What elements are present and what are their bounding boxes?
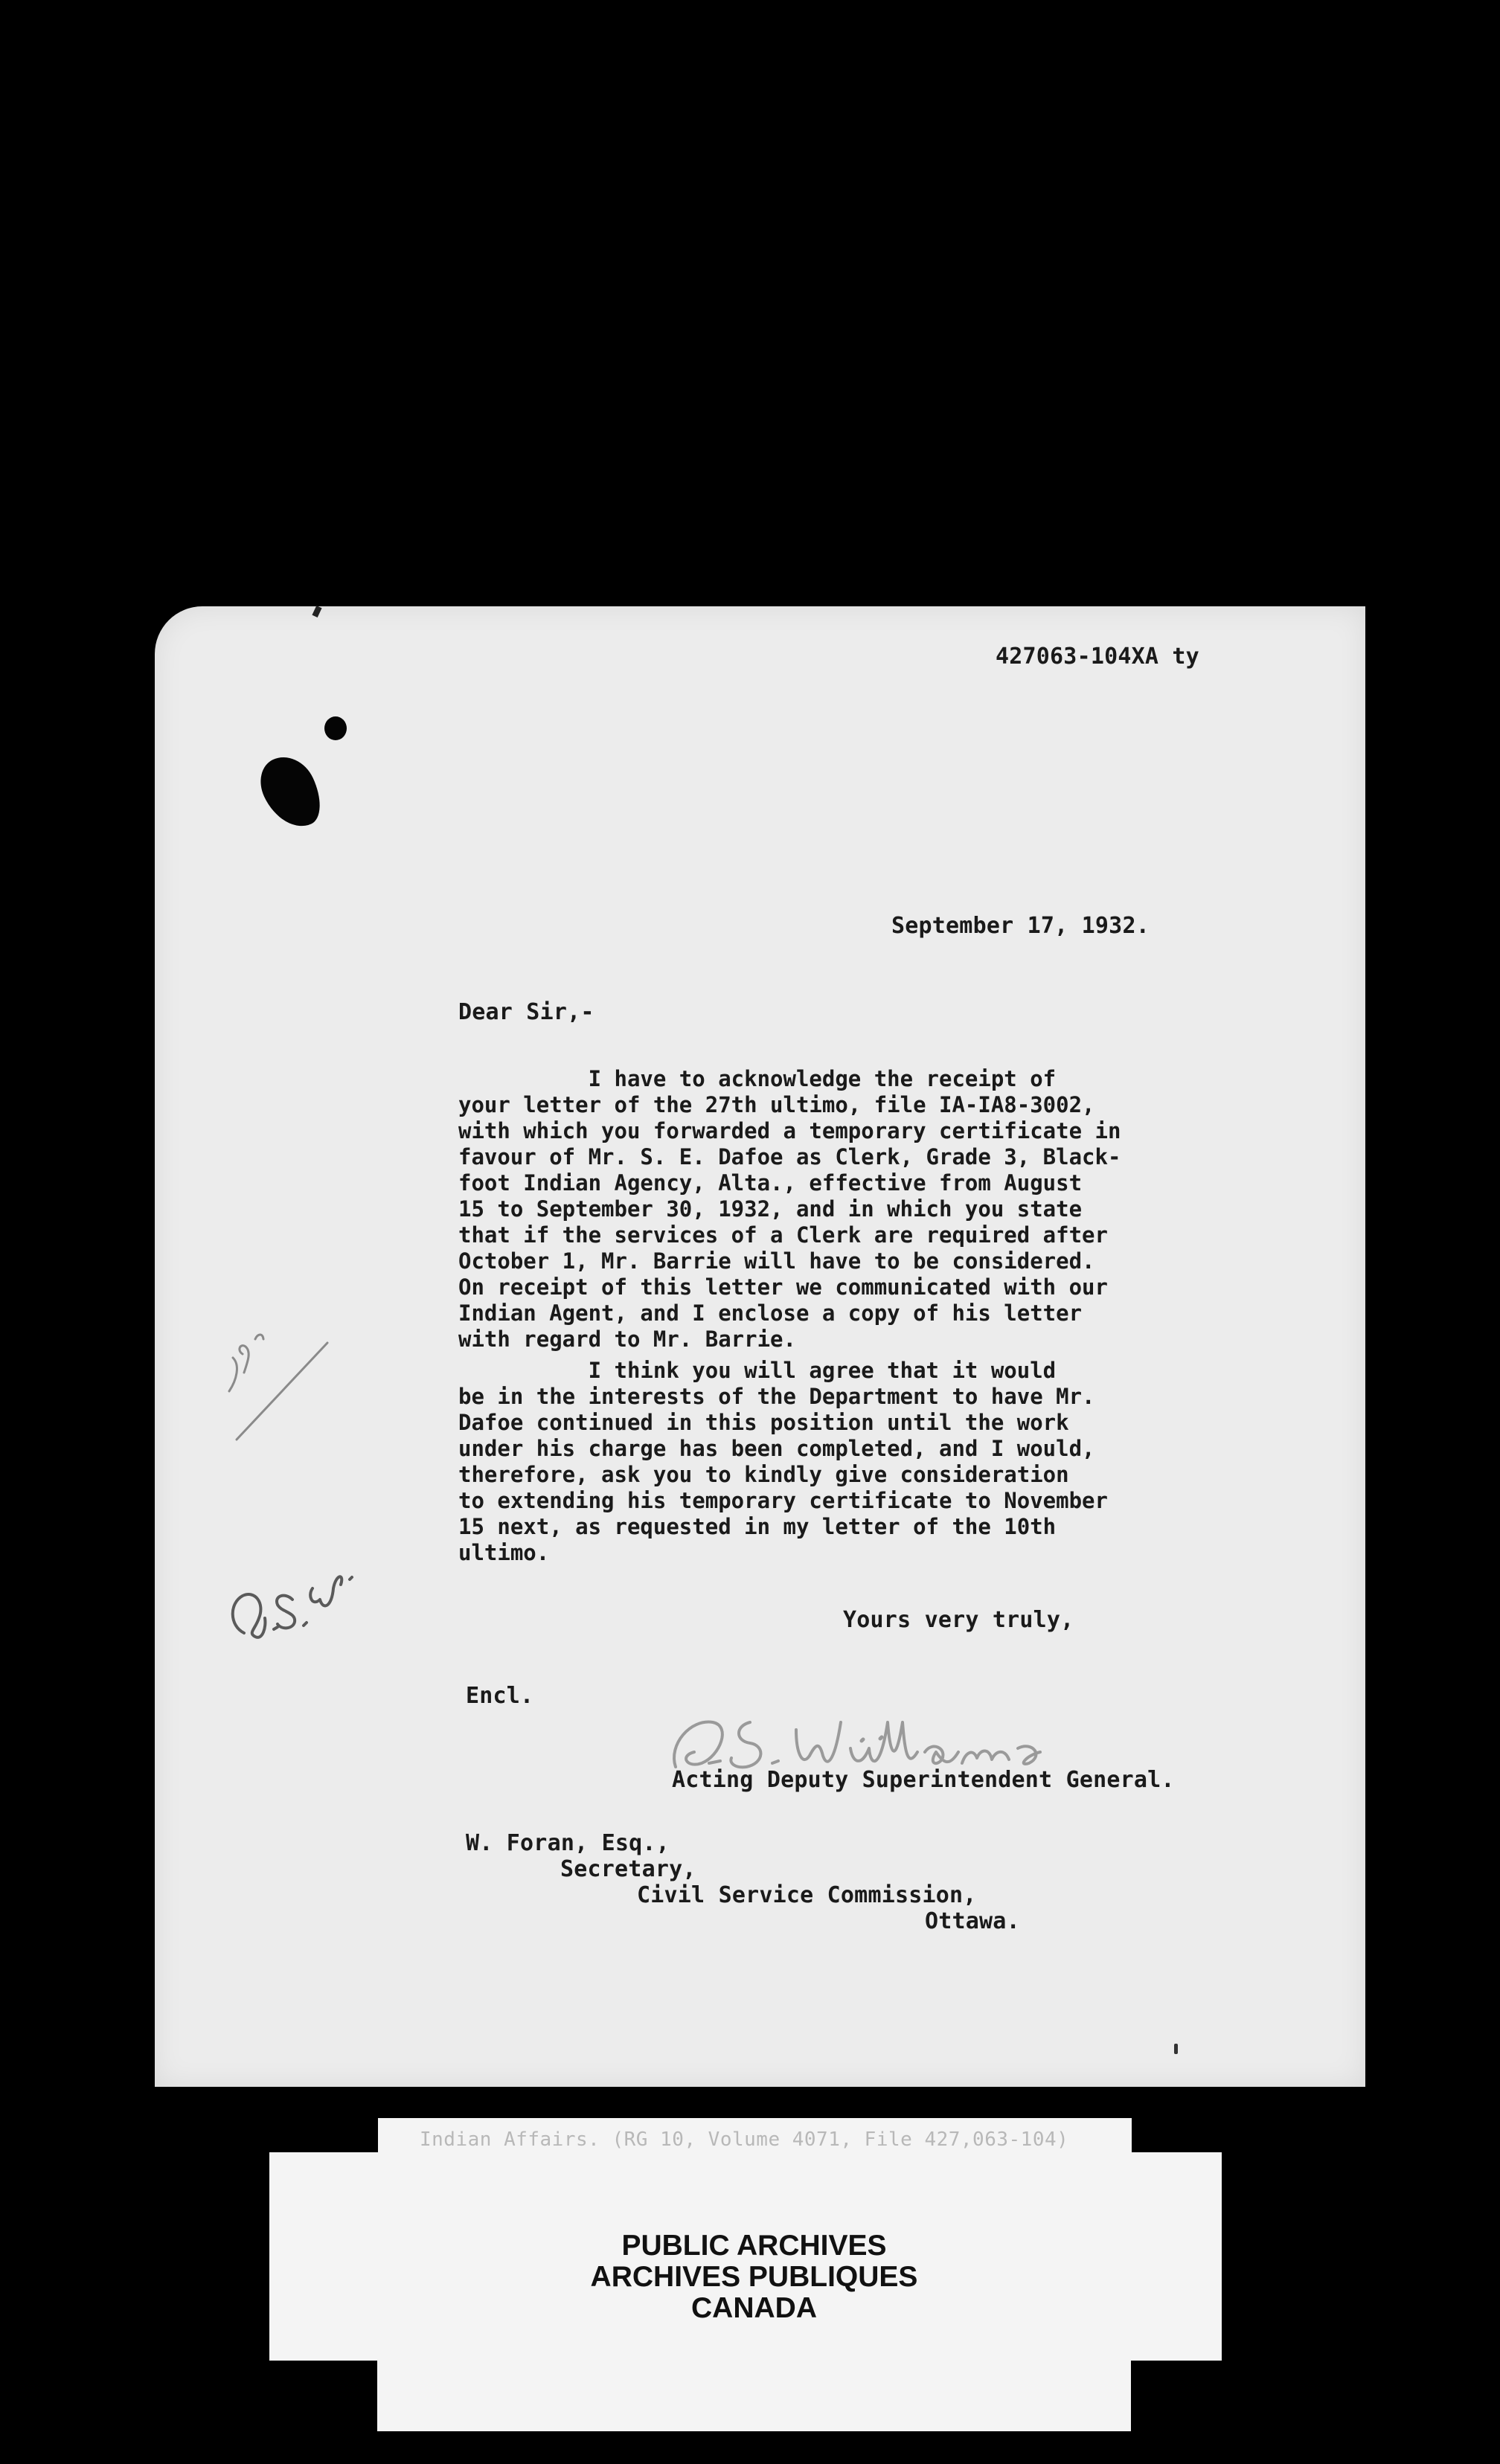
margin-pencil-marks <box>229 1335 327 1440</box>
paragraph-line: that if the services of a Clerk are required after <box>458 1222 1108 1248</box>
archive-stamp <box>377 2152 1131 2431</box>
paragraph-line: 15 next, as requested in my letter of the 10th <box>458 1514 1057 1539</box>
recipient-title: Secretary, <box>560 1856 696 1882</box>
paragraph-line: with regard to Mr. Barrie. <box>458 1326 796 1352</box>
file-reference: 427063-104XA ty <box>996 644 1199 670</box>
paper-speck <box>1174 2044 1178 2054</box>
archive-reference-strip <box>378 2118 1132 2172</box>
paragraph-line: On receipt of this letter we communicated with our <box>458 1274 1108 1300</box>
paragraph-line: October 1, Mr. Barrie will have to be considered. <box>458 1248 1095 1274</box>
stamp-line-2: ARCHIVES PUBLIQUES <box>590 2261 918 2293</box>
archive-reference: Indian Affairs. (RG 10, Volume 4071, File 427,063-104) <box>420 2128 1069 2151</box>
paragraph-line: ultimo. <box>458 1540 550 1565</box>
paragraph-line: foot Indian Agency, Alta., effective from August <box>458 1170 1083 1196</box>
stamp-line-1: PUBLIC ARCHIVES <box>621 2230 887 2262</box>
paper-tear-mark <box>312 606 321 617</box>
ink-blot <box>251 748 330 837</box>
complimentary-close: Yours very truly, <box>843 1607 1074 1633</box>
paragraph-line: favour of Mr. S. E. Dafoe as Clerk, Grade 3, Black- <box>458 1144 1121 1170</box>
salutation: Dear Sir,- <box>458 999 594 1025</box>
recipient-organization: Civil Service Commission, <box>637 1882 977 1908</box>
archive-stamp-backdrop <box>269 2152 1222 2361</box>
letter-date: September 17, 1932. <box>891 913 1150 939</box>
letter-page <box>155 606 1365 2087</box>
body-paragraph-1 <box>458 1066 1359 1353</box>
recipient-name: W. Foran, Esq., <box>466 1830 670 1856</box>
paragraph-line: to extending his temporary certificate to November <box>458 1488 1108 1513</box>
paragraph-line: Dafoe continued in this position until the work <box>458 1410 1069 1435</box>
ink-dot <box>324 716 347 740</box>
paragraph-line: I think you will agree that it would <box>458 1358 1057 1383</box>
signer-title: Acting Deputy Superintendent General. <box>672 1767 1175 1793</box>
stamp-line-3: CANADA <box>691 2292 817 2324</box>
recipient-city: Ottawa. <box>925 1908 1020 1934</box>
paragraph-line: your letter of the 27th ultimo, file IA-IA8-3002, <box>458 1092 1095 1117</box>
paragraph-line: with which you forwarded a temporary certificate in <box>458 1118 1121 1143</box>
enclosure-note: Encl. <box>466 1683 534 1709</box>
paragraph-line: Indian Agent, and I enclose a copy of his letter <box>458 1300 1083 1326</box>
handwritten-signature <box>674 1722 1040 1768</box>
paragraph-line: under his charge has been completed, and I would, <box>458 1436 1095 1461</box>
paragraph-line: be in the interests of the Department to have Mr. <box>458 1384 1095 1409</box>
margin-initials <box>233 1576 352 1637</box>
paragraph-line: therefore, ask you to kindly give consideration <box>458 1462 1069 1487</box>
body-paragraph-2 <box>458 1358 1359 1566</box>
paragraph-line: I have to acknowledge the receipt of <box>458 1066 1057 1091</box>
paragraph-line: 15 to September 30, 1932, and in which you state <box>458 1196 1083 1222</box>
